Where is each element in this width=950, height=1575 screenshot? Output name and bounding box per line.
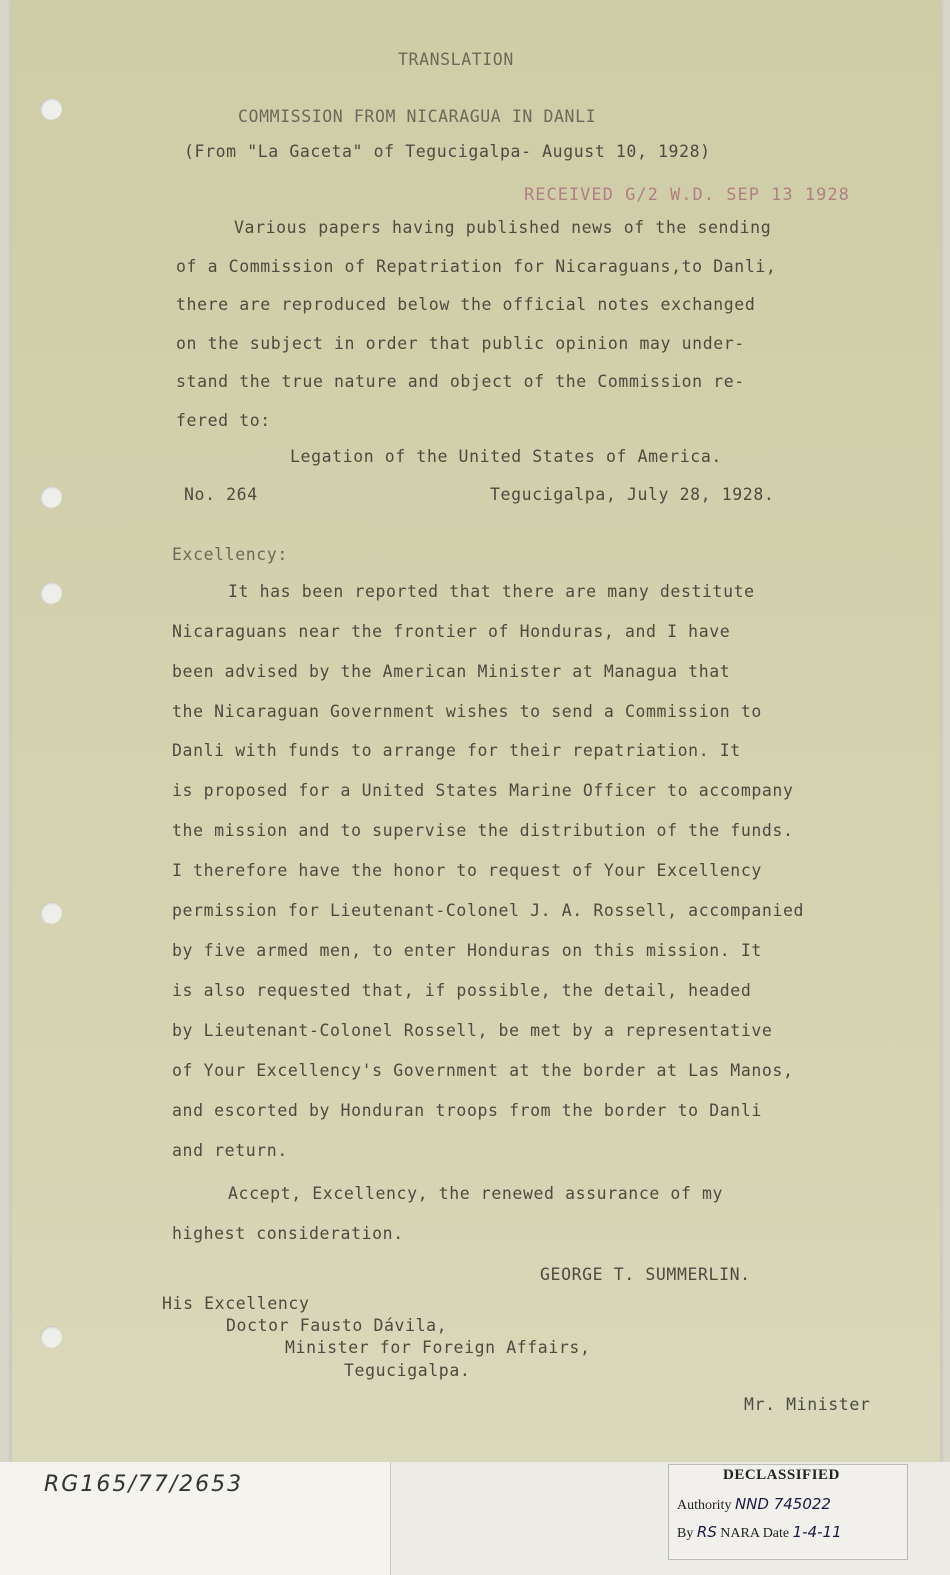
closing-line: highest consideration.: [172, 1224, 404, 1243]
continuation-catchword: Mr. Minister: [744, 1395, 871, 1414]
punch-hole: [40, 1326, 62, 1348]
addressee-line: Minister for Foreign Affairs,: [285, 1338, 591, 1357]
punch-hole: [40, 902, 62, 924]
punch-hole: [40, 486, 62, 508]
declassified-stamp: [668, 1464, 908, 1560]
by-value: RS: [696, 1523, 717, 1541]
received-stamp: RECEIVED G/2 W.D. SEP 13 1928: [524, 185, 850, 205]
note-number: No. 264: [184, 485, 258, 504]
doc-title: TRANSLATION: [398, 50, 514, 69]
archive-reference: RG165/77/2653: [44, 1472, 244, 1497]
body-line: been advised by the American Minister at Managua that: [172, 662, 731, 681]
body-line: Danli with funds to arrange for their repatriation. It: [172, 741, 741, 760]
nara-date-label: NARA Date: [720, 1526, 790, 1541]
legation-heading: Legation of the United States of America.: [290, 447, 722, 466]
body-line: Nicaraguans near the frontier of Honduras, and I have: [172, 622, 731, 641]
doc-source: (From "La Gaceta" of Tegucigalpa- August 10, 1928): [184, 142, 711, 161]
body-line: I therefore have the honor to request of Your Excellency: [172, 861, 762, 880]
body-line: and escorted by Honduran troops from the border to Danli: [172, 1101, 762, 1120]
body-line: is proposed for a United States Marine Officer to accompany: [172, 781, 794, 800]
authority-row: [677, 1495, 831, 1514]
punch-hole: [40, 582, 62, 604]
body-line: and return.: [172, 1141, 288, 1160]
authority-label: Authority: [677, 1498, 732, 1513]
intro-line: Various papers having published news of the sending: [234, 218, 772, 237]
body-line: the mission and to supervise the distribution of the funds.: [172, 821, 794, 840]
intro-line: of a Commission of Repatriation for Nicaraguans,to Danli,: [176, 257, 777, 276]
doc-subtitle: COMMISSION FROM NICARAGUA IN DANLI: [238, 107, 597, 126]
addressee-line: His Excellency: [162, 1294, 310, 1313]
intro-line: fered to:: [176, 411, 271, 430]
by-label: By: [677, 1526, 694, 1541]
body-line: by five armed men, to enter Honduras on this mission. It: [172, 941, 762, 960]
addressee-line: Tegucigalpa.: [344, 1361, 471, 1380]
body-line: It has been reported that there are many destitute: [228, 582, 755, 601]
declassified-title: DECLASSIFIED: [723, 1467, 840, 1483]
intro-line: on the subject in order that public opinion may under-: [176, 334, 745, 353]
addressee-line: Doctor Fausto Dávila,: [226, 1316, 448, 1335]
closing-line: Accept, Excellency, the renewed assurance of my: [228, 1184, 724, 1203]
body-line: by Lieutenant-Colonel Rossell, be met by a representative: [172, 1021, 773, 1040]
intro-line: there are reproduced below the official notes exchanged: [176, 295, 756, 314]
place-date: Tegucigalpa, July 28, 1928.: [490, 485, 775, 504]
body-line: of Your Excellency's Government at the border at Las Manos,: [172, 1061, 794, 1080]
body-line: the Nicaraguan Government wishes to send a Commission to: [172, 702, 762, 721]
salutation: Excellency:: [172, 545, 288, 564]
by-row: [677, 1523, 842, 1542]
body-line: permission for Lieutenant-Colonel J. A. Rossell, accompanied: [172, 901, 805, 920]
authority-value: NND 745022: [734, 1495, 831, 1513]
intro-line: stand the true nature and object of the Commission re-: [176, 372, 745, 391]
punch-hole: [40, 98, 62, 120]
nara-date-value: 1-4-11: [792, 1523, 842, 1541]
body-line: is also requested that, if possible, the detail, headed: [172, 981, 752, 1000]
signature: GEORGE T. SUMMERLIN.: [540, 1265, 751, 1284]
